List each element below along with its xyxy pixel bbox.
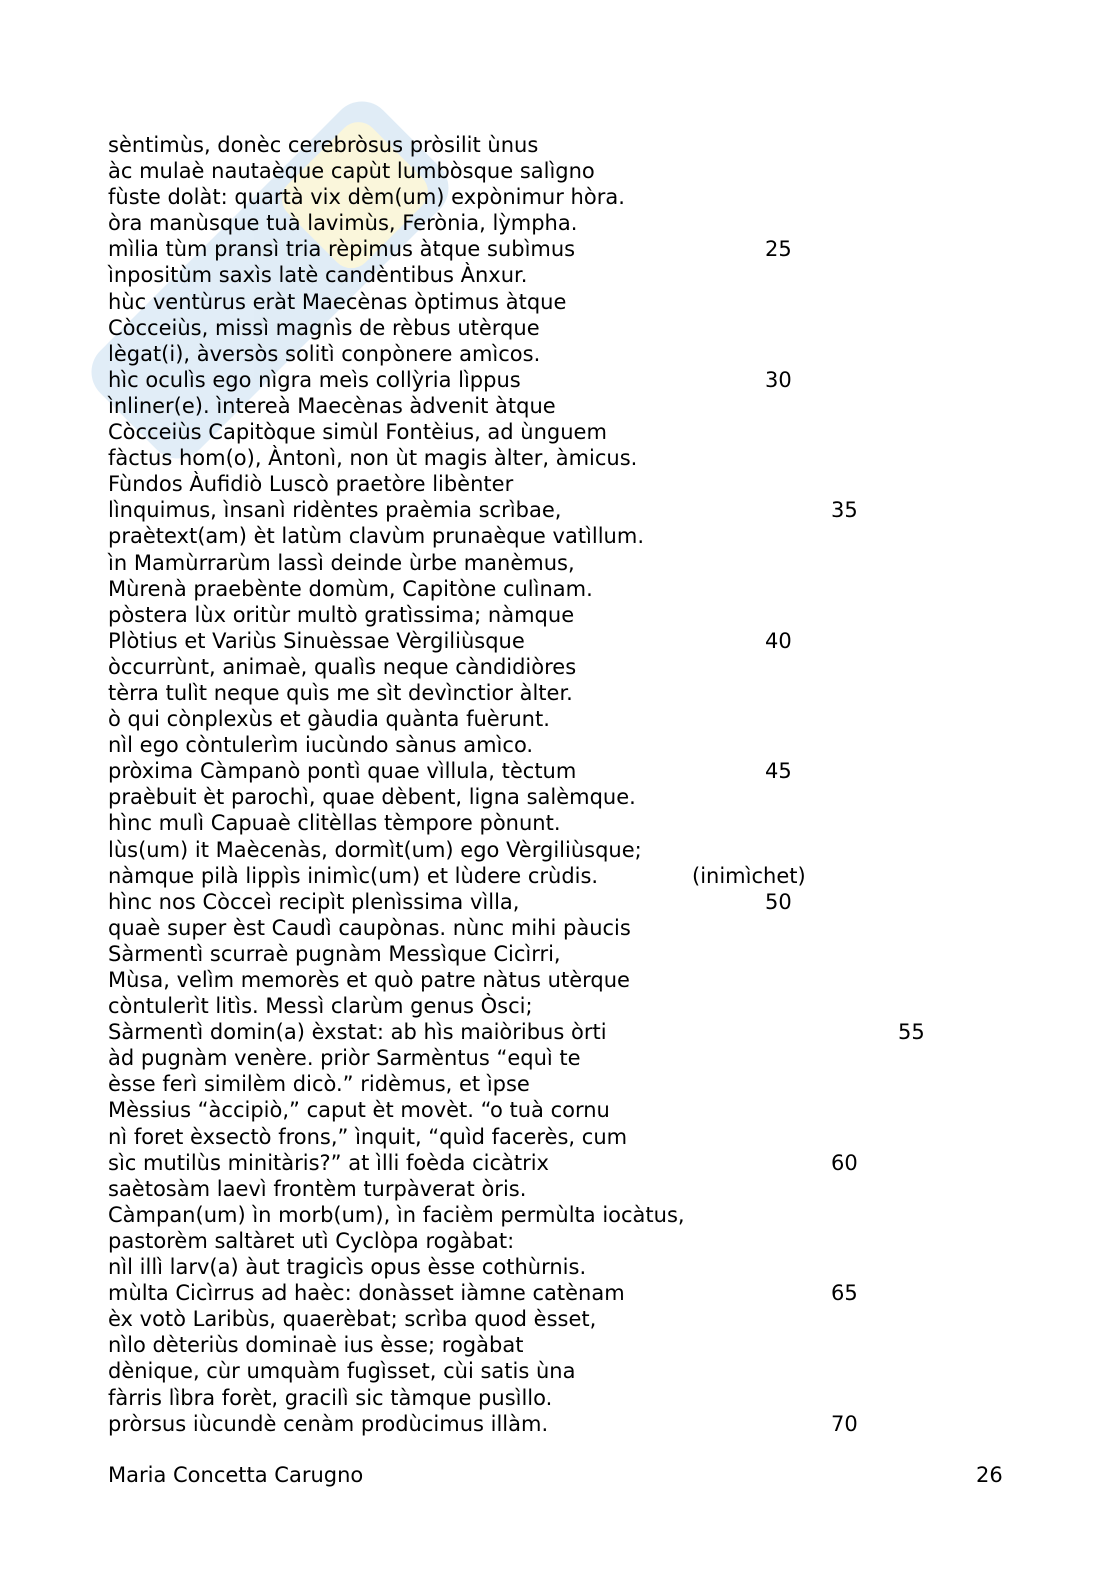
verse-line — [108, 810, 1008, 836]
verse-text: Sàrmentì domin(a) èxstat: ab hìs maiòribus òrti — [108, 1020, 607, 1045]
verse-line — [108, 628, 1008, 654]
verse-text: àc mulaè nautaèque capùt lumbòsque salìgno — [108, 159, 595, 184]
verse-text: nàmque pilà lippìs inimìc(um) et lùdere crùdis. — [108, 863, 599, 888]
verse-line — [108, 367, 1008, 393]
verse-text: hìnc nos Còcceì recipìt plenìssima vìlla, — [108, 889, 520, 914]
verse-text: fàrris lìbra forèt, gracilì sic tàmque pusìllo. — [108, 1385, 553, 1410]
verse-text: pròxima Càmpanò pontì quae vìllula, tèctum — [108, 759, 577, 784]
verse-line — [108, 993, 1008, 1019]
verse-text: Mùsa, velìm memorès et quò patre nàtus utèrque — [108, 968, 630, 992]
verse-line — [108, 497, 1008, 523]
line-number: (inimìchet) — [692, 863, 806, 888]
verse-line — [108, 680, 1008, 706]
verse-line — [108, 837, 1008, 863]
verse-line — [108, 889, 1008, 915]
verse-text: fàctus hom(o), Àntonì, non ùt magis àlter, àmicus. — [108, 446, 638, 471]
verse-text: Mùrenà praebènte domùm, Capitòne culìnam. — [108, 576, 593, 601]
verse-text: còntulerìt litìs. Messì clarùm genus Òsci; — [108, 994, 533, 1019]
verse-line — [108, 1254, 1008, 1280]
verse-line — [108, 1150, 1008, 1176]
verse-line — [108, 602, 1008, 628]
verse-line — [108, 315, 1008, 341]
verse-text: mùlta Cicìrrus ad haèc: donàsset iàmne catènam — [108, 1281, 625, 1306]
verse-line — [108, 1202, 1008, 1228]
verse-text: ò qui cònplexùs et gàudia quànta fuèrunt. — [108, 707, 550, 732]
verse-text: Plòtius et Variùs Sinuèssae Vèrgiliùsque — [108, 628, 525, 653]
verse-text: pastorèm saltàret utì Cyclòpa rogàbat: — [108, 1228, 515, 1253]
poem-body — [108, 132, 1008, 1437]
verse-text: Sàrmentì scurraè pugnàm Messìque Cicìrri, — [108, 941, 561, 966]
footer-author: Maria Concetta Carugno — [108, 1463, 364, 1487]
verse-line — [108, 706, 1008, 732]
line-number: 55 — [898, 1020, 925, 1045]
verse-line — [108, 654, 1008, 680]
verse-line — [108, 1071, 1008, 1097]
verse-text: pròrsus iùcundè cenàm prodùcimus illàm. — [108, 1411, 549, 1436]
verse-line — [108, 1332, 1008, 1358]
verse-text: praèbuit èt parochì, quae dèbent, ligna salèmque. — [108, 785, 636, 810]
verse-line — [108, 863, 1008, 889]
verse-text: ìn Mamùrrarùm lassì deinde ùrbe manèmus, — [108, 550, 575, 575]
verse-text: mìlia tùm pransì tria rèpimus àtque subìmus — [108, 237, 576, 262]
verse-text: hìnc mulì Capuaè clitèllas tèmpore pònunt. — [108, 811, 561, 836]
verse-line — [108, 1045, 1008, 1071]
verse-line — [108, 1411, 1008, 1437]
verse-text: lìnquimus, ìnsanì ridèntes praèmia scrìbae, — [108, 498, 562, 523]
verse-text: lùs(um) it Maècenàs, dormìt(um) ego Vèrgiliùsque; — [108, 837, 642, 862]
verse-line — [108, 393, 1008, 419]
verse-text: Còcceiùs Capitòque simùl Fontèius, ad ùnguem — [108, 420, 607, 445]
verse-text: Càmpan(um) ìn morb(um), ìn facièm permùlta iocàtus, — [108, 1202, 685, 1227]
verse-text: òra manùsque tuà lavimùs, Ferònia, lỳmpha. — [108, 211, 578, 236]
verse-line — [108, 784, 1008, 810]
verse-line — [108, 236, 1008, 262]
line-number: 70 — [831, 1411, 858, 1436]
page-number: 26 — [976, 1463, 1003, 1487]
line-number: 65 — [831, 1281, 858, 1306]
verse-line — [108, 341, 1008, 367]
verse-text: nìlo dèteriùs dominaè ius èsse; rogàbat — [108, 1333, 524, 1358]
verse-text: hìc oculìs ego nìgra meìs collỳria lìppus — [108, 367, 521, 392]
verse-text: Còcceiùs, missì magnìs de rèbus utèrque — [108, 315, 540, 340]
verse-text: dènique, cùr umquàm fugìsset, cùi satis ùna — [108, 1359, 576, 1384]
line-number: 60 — [831, 1150, 858, 1175]
verse-text: fùste dolàt: quartà vix dèm(um) expònimur hòra. — [108, 185, 625, 210]
line-number: 25 — [765, 237, 792, 262]
verse-line — [108, 132, 1008, 158]
verse-text: nì foret èxsectò frons,” ìnquit, “quìd facerès, cum — [108, 1124, 628, 1149]
line-number: 40 — [765, 628, 792, 653]
verse-text: saètosàm laevì frontèm turpàverat òris. — [108, 1176, 527, 1201]
verse-line — [108, 550, 1008, 576]
verse-text: ìnliner(e). ìntereà Maecènas àdvenit àtque — [108, 393, 556, 418]
verse-line — [108, 184, 1008, 210]
verse-line — [108, 576, 1008, 602]
verse-text: sèntimùs, donèc cerebròsus pròsilit ùnus — [108, 133, 539, 157]
verse-text: Fùndos Àufidiò Luscò praetòre libènter — [108, 472, 514, 497]
verse-text: èsse ferì similèm dicò.” ridèmus, et ìpse — [108, 1072, 530, 1097]
line-number: 45 — [765, 759, 792, 784]
verse-line — [108, 1306, 1008, 1332]
verse-text: hùc ventùrus eràt Maecènas òptimus àtque — [108, 289, 567, 314]
verse-text: àd pugnàm venère. priòr Sarmèntus “equì te — [108, 1046, 581, 1071]
verse-line — [108, 1358, 1008, 1384]
verse-line — [108, 471, 1008, 497]
verse-text: ìnpositùm saxìs latè candèntibus Ànxur. — [108, 263, 528, 288]
verse-text: nìl ego còntulerìm iucùndo sànus amìco. — [108, 733, 534, 758]
verse-line — [108, 915, 1008, 941]
verse-line — [108, 732, 1008, 758]
verse-line — [108, 210, 1008, 236]
verse-text: sìc mutilùs minitàris?” at ìlli foèda cicàtrix — [108, 1150, 549, 1175]
verse-text: tèrra tulìt neque quìs me sìt devìnctior àlter. — [108, 680, 573, 705]
line-number: 30 — [765, 367, 792, 392]
verse-line — [108, 1176, 1008, 1202]
verse-line — [108, 1280, 1008, 1306]
verse-line — [108, 1124, 1008, 1150]
verse-line — [108, 1019, 1008, 1045]
line-number: 50 — [765, 889, 792, 914]
verse-text: èx votò Laribùs, quaerèbat; scrìba quod èsset, — [108, 1307, 597, 1332]
verse-text: praètext(am) èt latùm clavùm prunaèque vatìllum. — [108, 524, 644, 549]
verse-line — [108, 523, 1008, 549]
verse-line — [108, 262, 1008, 288]
verse-text: quaè super èst Caudì caupònas. nùnc mihi pàucis — [108, 915, 631, 940]
line-number: 35 — [831, 498, 858, 523]
verse-line — [108, 1228, 1008, 1254]
verse-line — [108, 758, 1008, 784]
verse-text: pòstera lùx oritùr multò gratìssima; nàmque — [108, 602, 575, 627]
verse-line — [108, 445, 1008, 471]
verse-line — [108, 1385, 1008, 1411]
verse-line — [108, 941, 1008, 967]
verse-text: òccurrùnt, animaè, qualìs neque càndidiòres — [108, 654, 577, 679]
verse-line — [108, 967, 1008, 993]
verse-text: lègat(i), àversòs solitì conpònere amìcos. — [108, 341, 541, 366]
verse-text: nìl illì larv(a) àut tragicìs opus èsse cothùrnis. — [108, 1255, 587, 1280]
verse-line — [108, 289, 1008, 315]
verse-line — [108, 158, 1008, 184]
verse-text: Mèssius “àccipiò,” caput èt movèt. “o tuà cornu — [108, 1098, 610, 1123]
verse-line — [108, 419, 1008, 445]
verse-line — [108, 1097, 1008, 1123]
